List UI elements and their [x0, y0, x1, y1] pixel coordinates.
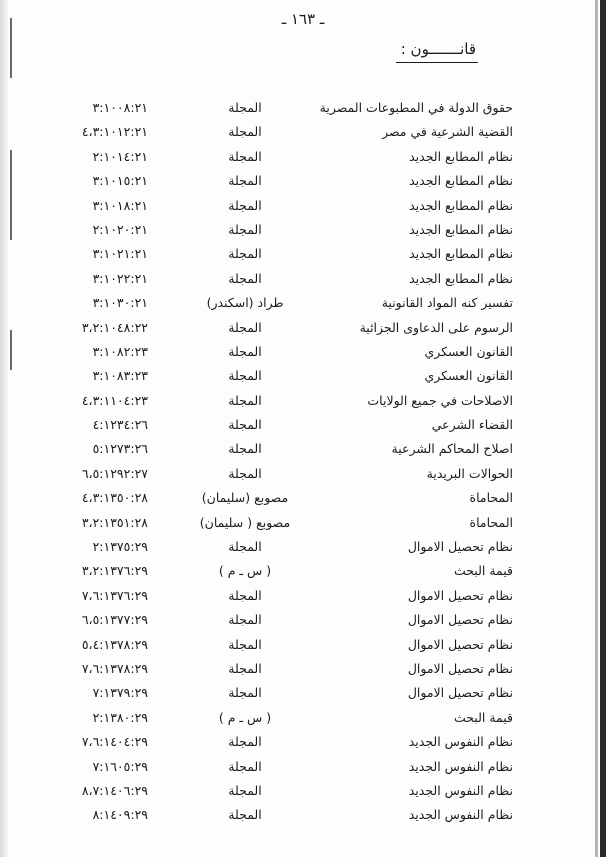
entry-source: المجلة [228, 221, 262, 237]
index-entry [0, 441, 606, 465]
index-entry [0, 734, 606, 758]
entry-source: المجلة [228, 392, 262, 408]
index-entry [0, 149, 606, 173]
entry-reference: ٣:١٠٨٢:٢٣ [92, 343, 148, 359]
index-entries [0, 100, 606, 832]
entry-source: المجلة [228, 246, 262, 262]
entry-reference: ٣:١٠٣٠:٢١ [92, 295, 148, 311]
index-entry [0, 100, 606, 124]
index-entry [0, 417, 606, 441]
entry-title: الرسوم على الدعاوى الجزائية [359, 319, 513, 335]
entry-source: ( س ـ م ) [218, 563, 272, 579]
entry-title: قيمة البحث [453, 563, 513, 579]
entry-title: المحاماة [469, 490, 513, 506]
section-heading: قانـــــــون : [400, 40, 476, 58]
entry-source: المجلة [228, 343, 262, 359]
entry-source: مصوبع (سليمان) [201, 490, 289, 506]
entry-source: المجلة [228, 441, 262, 457]
entry-title: قيمة البحث [453, 709, 513, 725]
entry-reference: ٣،٢:١٣٥١:٢٨ [81, 514, 148, 530]
index-entry [0, 563, 606, 587]
entry-reference: ٣:١٠٠٨:٢١ [92, 100, 148, 115]
entry-reference: ٧،٦:١٣٧٨:٢٩ [81, 660, 148, 676]
entry-reference: ٥:١٢٧٣:٢٦ [92, 441, 148, 457]
index-entry [0, 661, 606, 685]
index-entry [0, 466, 606, 490]
entry-source: المجلة [228, 465, 262, 481]
index-entry [0, 295, 606, 319]
entry-title: نظام النفوس الجديد [408, 782, 513, 798]
index-entry [0, 271, 606, 295]
entry-source: المجلة [228, 636, 262, 652]
entry-reference: ٨:١٤٠٩:٢٩ [92, 807, 148, 823]
entry-source: المجلة [228, 734, 262, 750]
entry-title: نظام تحصيل الاموال [407, 587, 513, 603]
entry-title: نظام النفوس الجديد [408, 734, 513, 750]
entry-source: المجلة [228, 782, 262, 798]
index-entry [0, 124, 606, 148]
entry-reference: ٤:١٢٣٤:٢٦ [92, 417, 148, 433]
index-entry [0, 198, 606, 222]
entry-title: نظام المطابع الجديد [409, 173, 513, 189]
entry-reference: ٧،٦:١٤٠٤:٢٩ [81, 734, 148, 750]
entry-source: المجلة [228, 100, 262, 115]
entry-title: نظام المطابع الجديد [409, 270, 513, 286]
entry-title: نظام المطابع الجديد [409, 246, 513, 262]
index-entry [0, 368, 606, 392]
entry-reference: ٣،٢:١٠٤٨:٢٢ [81, 319, 148, 335]
entry-source: المجلة [228, 807, 262, 823]
entry-title: نظام تحصيل الاموال [407, 539, 513, 555]
entry-reference: ٧:١٣٧٩:٢٩ [92, 685, 148, 701]
index-entry [0, 685, 606, 709]
entry-source: المجلة [228, 270, 262, 286]
heading-underline [396, 62, 478, 63]
entry-source: المجلة [228, 148, 262, 164]
entry-source: ( س ـ م ) [218, 709, 272, 725]
index-entry [0, 807, 606, 831]
index-entry [0, 588, 606, 612]
entry-source: المجلة [228, 612, 262, 628]
entry-title: حقوق الدولة في المطبوعات المصرية [319, 100, 513, 115]
entry-title: نظام تحصيل الاموال [407, 636, 513, 652]
entry-reference: ٤،٣:١٠١٢:٢١ [81, 124, 148, 140]
entry-title: نظام النفوس الجديد [408, 758, 513, 774]
entry-source: المجلة [228, 539, 262, 555]
index-entry [0, 393, 606, 417]
entry-reference: ٣،٢:١٣٧٦:٢٩ [81, 563, 148, 579]
entry-title: نظام تحصيل الاموال [407, 685, 513, 701]
entry-reference: ٨،٧:١٤٠٦:٢٩ [81, 782, 148, 798]
entry-reference: ٣:١٠١٨:٢١ [92, 197, 148, 213]
entry-source: المجلة [228, 124, 262, 140]
entry-source: مصوبع ( سليمان) [199, 514, 291, 530]
entry-reference: ٤،٣:١٣٥٠:٢٨ [81, 490, 148, 506]
entry-source: المجلة [228, 319, 262, 335]
entry-reference: ٢:١٣٧٥:٢٩ [92, 539, 148, 555]
index-entry [0, 173, 606, 197]
index-entry [0, 783, 606, 807]
entry-title: نظام المطابع الجديد [409, 197, 513, 213]
entry-title: نظام تحصيل الاموال [407, 612, 513, 628]
entry-reference: ٥،٤:١٣٧٨:٢٩ [81, 636, 148, 652]
entry-source: المجلة [228, 660, 262, 676]
entry-title: القانون العسكري [424, 368, 513, 384]
entry-title: نظام المطابع الجديد [409, 221, 513, 237]
entry-source: المجلة [228, 587, 262, 603]
entry-reference: ٣:١٠٨٣:٢٣ [92, 368, 148, 384]
entry-title: تفسير كنه المواد القانونية [381, 295, 513, 311]
index-entry [0, 490, 606, 514]
entry-reference: ٢:١٠١٤:٢١ [92, 148, 148, 164]
index-entry [0, 637, 606, 661]
entry-reference: ٣:١٠٢١:٢١ [92, 246, 148, 262]
entry-title: نظام المطابع الجديد [409, 148, 513, 164]
index-entry [0, 539, 606, 563]
entry-title: الاصلاحات في جميع الولايات [367, 392, 513, 408]
index-entry [0, 344, 606, 368]
entry-source: المجلة [228, 197, 262, 213]
entry-source: المجلة [228, 417, 262, 433]
entry-title: اصلاح المحاكم الشرعية [391, 441, 513, 457]
page-number: ـ ١٦٣ ـ [281, 10, 325, 28]
entry-reference: ٣:١٠١٥:٢١ [92, 173, 148, 189]
index-entry [0, 246, 606, 270]
entry-reference: ٧:١٦٠٥:٢٩ [92, 758, 148, 774]
entry-title: نظام تحصيل الاموال [407, 660, 513, 676]
index-entry [0, 710, 606, 734]
index-entry [0, 759, 606, 783]
entry-title: المحاماة [469, 514, 513, 530]
entry-source: المجلة [228, 685, 262, 701]
entry-reference: ٤،٣:١١٠٤:٢٣ [81, 392, 148, 408]
entry-source: المجلة [228, 758, 262, 774]
entry-reference: ٦،٥:١٣٧٧:٢٩ [81, 612, 148, 628]
entry-title: القضية الشرعية في مصر [382, 124, 513, 140]
entry-source: المجلة [228, 368, 262, 384]
entry-reference: ٢:١٣٨٠:٢٩ [92, 709, 148, 725]
entry-title: الحوالات البريدية [426, 465, 513, 481]
index-entry [0, 320, 606, 344]
entry-title: القضاء الشرعي [431, 417, 513, 433]
entry-reference: ٣:١٠٢٢:٢١ [92, 270, 148, 286]
entry-title: نظام النفوس الجديد [408, 807, 513, 823]
entry-reference: ٧،٦:١٣٧٦:٢٩ [81, 587, 148, 603]
index-entry [0, 612, 606, 636]
index-entry [0, 222, 606, 246]
entry-reference: ٢:١٠٢٠:٢١ [92, 221, 148, 237]
entry-title: القانون العسكري [424, 343, 513, 359]
entry-source: طراد (اسكندر) [206, 295, 284, 311]
entry-source: المجلة [228, 173, 262, 189]
index-entry [0, 515, 606, 539]
entry-reference: ٦،٥:١٢٩٢:٢٧ [81, 465, 148, 481]
